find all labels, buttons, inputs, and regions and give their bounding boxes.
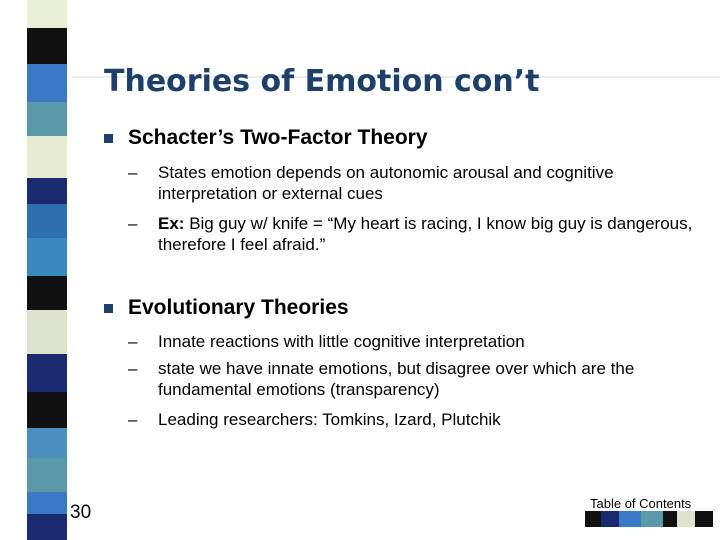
subitem-body: Big guy w/ knife = “My heart is racing, I know big guy is dangerous, therefore I feel afraid.” [158,214,693,254]
subitem [128,213,708,255]
toc-bar-block [695,511,713,527]
stripe-block [27,102,67,136]
toc-bar-block [619,511,641,527]
table-of-contents-link[interactable]: Table of Contents [590,496,692,511]
stripe-block [27,392,67,428]
toc-bar-block [677,511,695,527]
bullet-square-icon [104,134,113,143]
stripe-block [27,276,67,310]
stripe-block [27,238,67,276]
slide-title: Theories of Emotion con’t [104,64,540,99]
dash-marker: – [128,359,138,378]
stripe-block [27,178,67,204]
toc-bar-block [641,511,663,527]
stripe-block [27,428,67,458]
bullet-label-schacter: Schacter’s Two-Factor Theory [128,126,428,149]
subitem-text: state we have innate emotions, but disagree over which are the fundamental emotions (transparency) [158,359,635,399]
toc-color-bar [585,511,713,527]
stripe-block [27,310,67,354]
subitem [128,358,708,400]
subitem [128,331,708,352]
subitem-text: States emotion depends on autonomic arousal and cognitive interpretation or external cues [158,163,614,203]
decorative-stripe [27,0,67,540]
stripe-block [27,354,67,392]
stripe-block [27,136,67,178]
dash-marker: – [128,214,138,233]
subitem [128,162,708,204]
dash-marker: – [128,332,138,351]
stripe-block [27,28,67,64]
stripe-block [27,458,67,492]
dash-marker: – [128,410,138,429]
stripe-block [27,514,67,540]
bullet-label-evolutionary: Evolutionary Theories [128,296,349,319]
page-number: 30 [70,502,92,523]
subitem-text: Leading researchers: Tomkins, Izard, Plutchik [158,410,501,429]
subitem-text: Innate reactions with little cognitive interpretation [158,332,525,351]
subitem-text [158,213,708,255]
subitem-lead: Ex: [158,214,185,233]
subitem [128,409,708,430]
stripe-block [27,204,67,238]
toc-bar-block [663,511,677,527]
stripe-block [27,0,67,28]
stripe-block [27,492,67,514]
toc-bar-block [585,511,601,527]
stripe-block [27,64,67,102]
toc-bar-block [601,511,619,527]
bullet-square-icon [104,304,113,313]
dash-marker: – [128,163,138,182]
